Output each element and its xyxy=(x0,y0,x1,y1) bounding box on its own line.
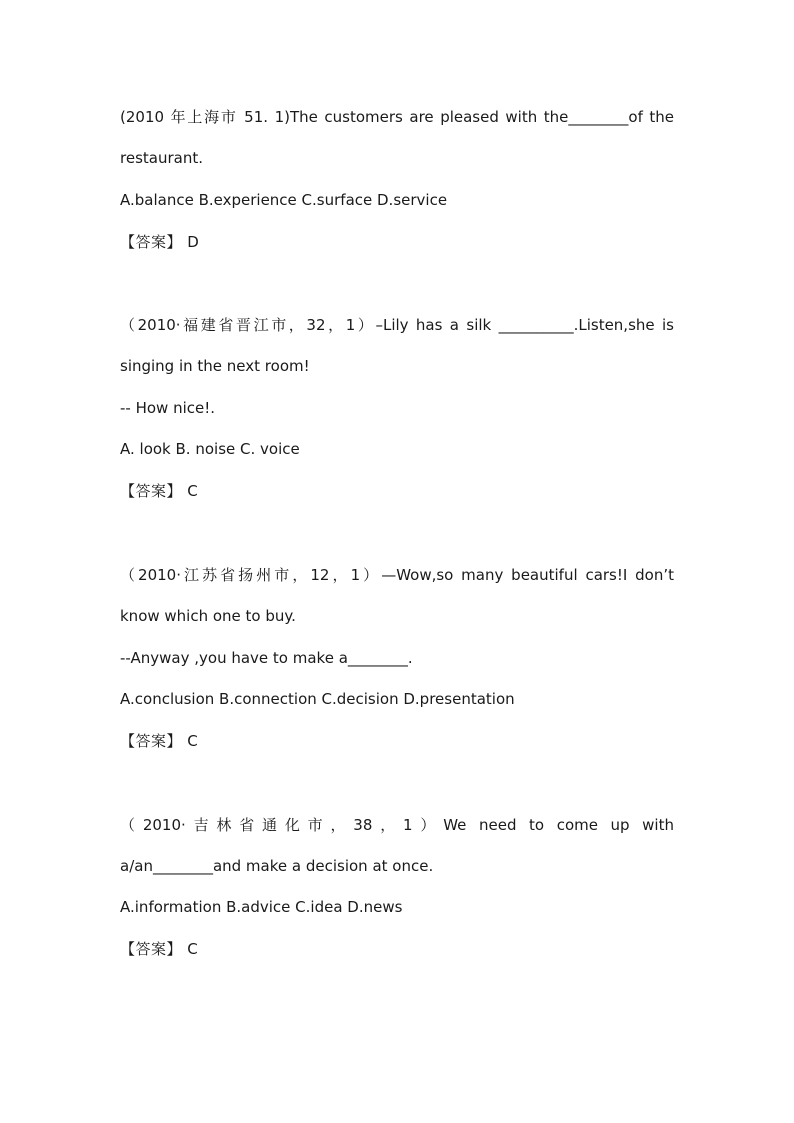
question-1-stem-line-2: restaurant. xyxy=(120,149,203,167)
question-3-options: A.conclusion B.connection C.decision D.presentation xyxy=(120,690,515,708)
question-4-answer: 【答案】 C xyxy=(120,940,199,958)
question-3-reply: --Anyway ,you have to make a________. xyxy=(120,649,413,667)
question-2-reply: -- How nice!. xyxy=(120,399,216,417)
question-2-answer: 【答案】 C xyxy=(120,482,199,500)
question-1-stem-line-1: (2010 年上海市 51. 1)The customers are pleased with the________of the xyxy=(120,108,674,126)
question-4-stem-line-1: （2010·吉林省通化市，38，1）We need to come up with xyxy=(120,816,674,834)
question-3-stem-line-1: （2010·江苏省扬州市，12，1）—Wow,so many beautiful cars!I don’t xyxy=(120,566,674,584)
question-1-options: A.balance B.experience C.surface D.service xyxy=(120,191,448,209)
question-2-options: A. look B. noise C. voice xyxy=(120,440,300,458)
question-3-stem-line-2: know which one to buy. xyxy=(120,607,296,625)
question-4-stem-line-2: a/an________and make a decision at once. xyxy=(120,857,434,875)
question-3-answer: 【答案】 C xyxy=(120,732,199,750)
question-4-options: A.information B.advice C.idea D.news xyxy=(120,898,403,916)
question-2-stem-line-1: （2010·福建省晋江市，32，1）–Lily has a silk __________.Listen,she is xyxy=(120,316,674,334)
question-1-answer: 【答案】 D xyxy=(120,233,200,251)
question-2-stem-line-2: singing in the next room! xyxy=(120,357,310,375)
